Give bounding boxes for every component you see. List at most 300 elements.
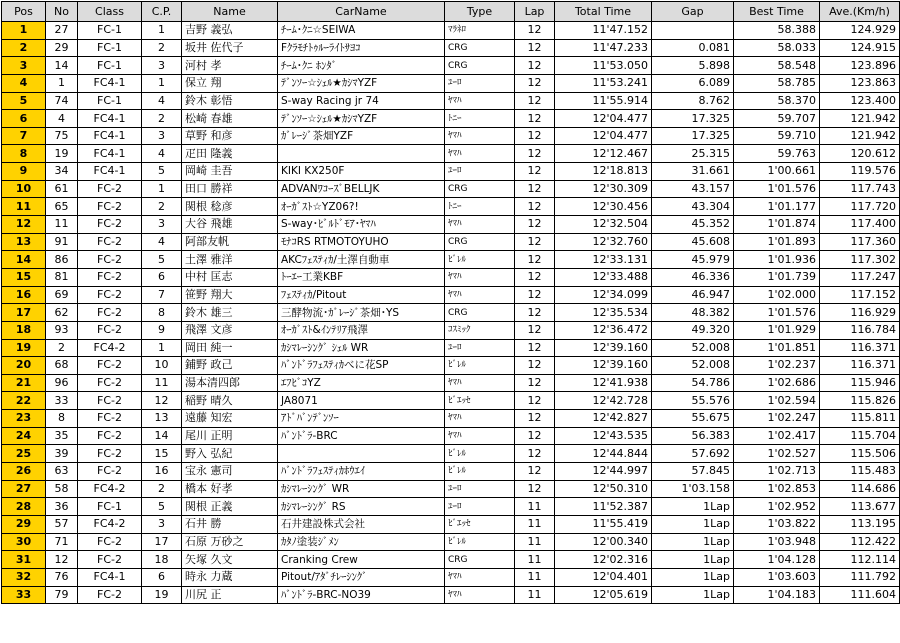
lap-cell: 12 xyxy=(515,304,555,322)
name-cell: 尾川 正明 xyxy=(182,427,278,445)
type-cell: ﾔﾏﾊ xyxy=(445,216,515,234)
table-row xyxy=(2,268,900,286)
lap-cell: 12 xyxy=(515,480,555,498)
class-cell: FC-2 xyxy=(78,392,142,410)
name-cell: 大谷 飛雄 xyxy=(182,216,278,234)
table-row xyxy=(2,586,900,604)
gap-cell: 46.336 xyxy=(652,268,734,286)
name-cell: 坂井 佐代子 xyxy=(182,39,278,57)
number-cell: 34 xyxy=(46,163,78,181)
gap-cell: 43.304 xyxy=(652,198,734,216)
number-cell: 69 xyxy=(46,286,78,304)
average-speed-cell: 121.942 xyxy=(820,127,900,145)
pos-cell: 13 xyxy=(2,233,46,251)
carname-cell: ﾊﾞﾝﾄﾞﾗﾌｪｽﾃｨｶべに花SP xyxy=(278,357,445,375)
class-cell: FC-2 xyxy=(78,374,142,392)
pos-cell: 14 xyxy=(2,251,46,269)
cp-cell: 11 xyxy=(142,374,182,392)
class-cell: FC4-1 xyxy=(78,163,142,181)
pos-cell: 29 xyxy=(2,515,46,533)
cp-cell: 18 xyxy=(142,551,182,569)
class-cell: FC4-1 xyxy=(78,110,142,128)
average-speed-cell: 114.686 xyxy=(820,480,900,498)
class-cell: FC-1 xyxy=(78,22,142,40)
header-row xyxy=(2,2,900,22)
carname-cell: ｶｼﾏﾚｰｼﾝｸﾞ WR xyxy=(278,480,445,498)
average-speed-cell: 124.915 xyxy=(820,39,900,57)
type-cell: ﾏﾗﾈﾛ xyxy=(445,22,515,40)
best-time-cell: 1'02.417 xyxy=(734,427,820,445)
best-time-cell: 1'02.853 xyxy=(734,480,820,498)
results-body xyxy=(2,22,900,604)
total-time-cell: 12'12.467 xyxy=(555,145,652,163)
carname-cell: ｱﾄﾞﾊﾞﾝﾃﾞﾝｿｰ xyxy=(278,410,445,428)
pos-cell: 7 xyxy=(2,127,46,145)
name-cell: 湯本清四郎 xyxy=(182,374,278,392)
best-time-cell: 58.370 xyxy=(734,92,820,110)
average-speed-cell: 117.247 xyxy=(820,268,900,286)
gap-cell: 1Lap xyxy=(652,568,734,586)
type-cell: CRG xyxy=(445,57,515,75)
gap-cell: 45.979 xyxy=(652,251,734,269)
average-speed-cell: 115.483 xyxy=(820,463,900,481)
cp-cell: 13 xyxy=(142,410,182,428)
type-cell: ﾋﾞﾚﾙ xyxy=(445,357,515,375)
pos-cell: 32 xyxy=(2,568,46,586)
number-cell: 57 xyxy=(46,515,78,533)
name-cell: 稲野 晴久 xyxy=(182,392,278,410)
cp-cell: 7 xyxy=(142,286,182,304)
average-speed-cell: 117.360 xyxy=(820,233,900,251)
total-time-cell: 12'04.477 xyxy=(555,110,652,128)
total-time-cell: 12'35.534 xyxy=(555,304,652,322)
name-cell: 岡田 純一 xyxy=(182,339,278,357)
gap-cell: 43.157 xyxy=(652,180,734,198)
table-row xyxy=(2,445,900,463)
type-cell: ﾕｰﾛ xyxy=(445,163,515,181)
table-row xyxy=(2,145,900,163)
carname-cell: AKCﾌｪｽﾃｨｶ/土澤自動車 xyxy=(278,251,445,269)
type-cell: ﾕｰﾛ xyxy=(445,74,515,92)
name-cell: 関根 稔彦 xyxy=(182,198,278,216)
cp-cell: 3 xyxy=(142,127,182,145)
lap-cell: 12 xyxy=(515,445,555,463)
gap-cell: 57.692 xyxy=(652,445,734,463)
type-cell: ﾔﾏﾊ xyxy=(445,127,515,145)
number-cell: 2 xyxy=(46,339,78,357)
header-best-time: Best Time xyxy=(734,2,820,22)
carname-cell: ﾃﾞﾝｿｰ☆ｼｪﾙ★ｶｼﾏYZF xyxy=(278,74,445,92)
pos-cell: 11 xyxy=(2,198,46,216)
type-cell: ﾋﾞﾚﾙ xyxy=(445,251,515,269)
class-cell: FC-2 xyxy=(78,410,142,428)
number-cell: 12 xyxy=(46,551,78,569)
total-time-cell: 12'44.844 xyxy=(555,445,652,463)
gap-cell: 25.315 xyxy=(652,145,734,163)
lap-cell: 12 xyxy=(515,392,555,410)
carname-cell: KIKI KX250F xyxy=(278,163,445,181)
header-average-speed: Ave.(Km/h) xyxy=(820,2,900,22)
table-row xyxy=(2,92,900,110)
total-time-cell: 12'41.938 xyxy=(555,374,652,392)
total-time-cell: 12'04.401 xyxy=(555,568,652,586)
gap-cell: 17.325 xyxy=(652,110,734,128)
lap-cell: 12 xyxy=(515,180,555,198)
table-row xyxy=(2,533,900,551)
table-row xyxy=(2,551,900,569)
class-cell: FC4-1 xyxy=(78,145,142,163)
carname-cell xyxy=(278,445,445,463)
type-cell: CRG xyxy=(445,304,515,322)
pos-cell: 28 xyxy=(2,498,46,516)
carname-cell: Pitout/ｱﾀﾞﾁﾚｰｼﾝｸﾞ xyxy=(278,568,445,586)
average-speed-cell: 116.929 xyxy=(820,304,900,322)
class-cell: FC-1 xyxy=(78,57,142,75)
carname-cell: ﾊﾞﾝﾄﾞﾗ-BRC xyxy=(278,427,445,445)
cp-cell: 8 xyxy=(142,304,182,322)
name-cell: 鈴木 雄三 xyxy=(182,304,278,322)
average-speed-cell: 119.576 xyxy=(820,163,900,181)
header-lap: Lap xyxy=(515,2,555,22)
average-speed-cell: 115.811 xyxy=(820,410,900,428)
lap-cell: 11 xyxy=(515,515,555,533)
average-speed-cell: 115.704 xyxy=(820,427,900,445)
carname-cell: ｶﾀﾉ塗装ｼﾞﾒﾝ xyxy=(278,533,445,551)
cp-cell: 2 xyxy=(142,198,182,216)
gap-cell: 1Lap xyxy=(652,533,734,551)
cp-cell: 2 xyxy=(142,39,182,57)
carname-cell: ﾁｰﾑ･ｸﾆ☆SEIWA xyxy=(278,22,445,40)
type-cell: ﾔﾏﾊ xyxy=(445,568,515,586)
average-speed-cell: 116.371 xyxy=(820,339,900,357)
best-time-cell: 1'02.237 xyxy=(734,357,820,375)
carname-cell: ｶｼﾏﾚｰｼﾝｸﾞ RS xyxy=(278,498,445,516)
class-cell: FC4-1 xyxy=(78,74,142,92)
lap-cell: 12 xyxy=(515,321,555,339)
class-cell: FC-2 xyxy=(78,233,142,251)
type-cell: ﾔﾏﾊ xyxy=(445,286,515,304)
lap-cell: 12 xyxy=(515,268,555,286)
best-time-cell: 1'01.177 xyxy=(734,198,820,216)
gap-cell: 49.320 xyxy=(652,321,734,339)
best-time-cell: 1'01.874 xyxy=(734,216,820,234)
header-gap: Gap xyxy=(652,2,734,22)
cp-cell: 12 xyxy=(142,392,182,410)
pos-cell: 5 xyxy=(2,92,46,110)
number-cell: 76 xyxy=(46,568,78,586)
total-time-cell: 12'43.535 xyxy=(555,427,652,445)
class-cell: FC-2 xyxy=(78,216,142,234)
carname-cell: ﾊﾞﾝﾄﾞﾗ-BRC-NO39 xyxy=(278,586,445,604)
name-cell: 鋪野 政己 xyxy=(182,357,278,375)
type-cell: ｺｽﾐｯｸ xyxy=(445,321,515,339)
type-cell: ﾔﾏﾊ xyxy=(445,268,515,286)
type-cell: ﾔﾏﾊ xyxy=(445,374,515,392)
name-cell: 河村 孝 xyxy=(182,57,278,75)
total-time-cell: 11'55.914 xyxy=(555,92,652,110)
type-cell: ﾋﾞｴｯｾ xyxy=(445,392,515,410)
number-cell: 19 xyxy=(46,145,78,163)
gap-cell: 52.008 xyxy=(652,339,734,357)
gap-cell: 8.762 xyxy=(652,92,734,110)
header-cp: C.P. xyxy=(142,2,182,22)
class-cell: FC-1 xyxy=(78,39,142,57)
total-time-cell: 12'42.827 xyxy=(555,410,652,428)
name-cell: 時永 力蔵 xyxy=(182,568,278,586)
carname-cell: S-way Racing jr 74 xyxy=(278,92,445,110)
lap-cell: 12 xyxy=(515,233,555,251)
gap-cell: 55.675 xyxy=(652,410,734,428)
best-time-cell: 58.548 xyxy=(734,57,820,75)
name-cell: 石原 万砂之 xyxy=(182,533,278,551)
cp-cell: 4 xyxy=(142,92,182,110)
pos-cell: 6 xyxy=(2,110,46,128)
class-cell: FC-2 xyxy=(78,251,142,269)
pos-cell: 1 xyxy=(2,22,46,40)
lap-cell: 12 xyxy=(515,339,555,357)
type-cell: ﾔﾏﾊ xyxy=(445,586,515,604)
average-speed-cell: 121.942 xyxy=(820,110,900,128)
best-time-cell: 1'02.000 xyxy=(734,286,820,304)
type-cell: ﾋﾞﾚﾙ xyxy=(445,463,515,481)
best-time-cell: 59.710 xyxy=(734,127,820,145)
number-cell: 39 xyxy=(46,445,78,463)
number-cell: 71 xyxy=(46,533,78,551)
pos-cell: 2 xyxy=(2,39,46,57)
carname-cell: ｴﾌﾋﾞｺYZ xyxy=(278,374,445,392)
gap-cell: 6.089 xyxy=(652,74,734,92)
name-cell: 川尻 正 xyxy=(182,586,278,604)
pos-cell: 12 xyxy=(2,216,46,234)
number-cell: 65 xyxy=(46,198,78,216)
total-time-cell: 12'36.472 xyxy=(555,321,652,339)
cp-cell: 1 xyxy=(142,180,182,198)
table-row xyxy=(2,427,900,445)
class-cell: FC-2 xyxy=(78,551,142,569)
table-row xyxy=(2,57,900,75)
number-cell: 93 xyxy=(46,321,78,339)
average-speed-cell: 123.896 xyxy=(820,57,900,75)
gap-cell: 48.382 xyxy=(652,304,734,322)
carname-cell: ﾁｰﾑ･ｸﾆ ﾎﾝﾀﾞ xyxy=(278,57,445,75)
pos-cell: 9 xyxy=(2,163,46,181)
type-cell: ﾔﾏﾊ xyxy=(445,410,515,428)
cp-cell: 1 xyxy=(142,22,182,40)
gap-cell: 45.352 xyxy=(652,216,734,234)
carname-cell: 石井建設株式会社 xyxy=(278,515,445,533)
total-time-cell: 12'00.340 xyxy=(555,533,652,551)
header-pos: Pos xyxy=(2,2,46,22)
total-time-cell: 12'34.099 xyxy=(555,286,652,304)
average-speed-cell: 115.826 xyxy=(820,392,900,410)
best-time-cell: 1'01.893 xyxy=(734,233,820,251)
class-cell: FC4-2 xyxy=(78,339,142,357)
name-cell: 田口 勝祥 xyxy=(182,180,278,198)
lap-cell: 12 xyxy=(515,92,555,110)
cp-cell: 19 xyxy=(142,586,182,604)
average-speed-cell: 112.114 xyxy=(820,551,900,569)
gap-cell: 45.608 xyxy=(652,233,734,251)
type-cell: ﾋﾞｴｯｾ xyxy=(445,515,515,533)
lap-cell: 12 xyxy=(515,427,555,445)
lap-cell: 12 xyxy=(515,57,555,75)
lap-cell: 12 xyxy=(515,286,555,304)
cp-cell: 6 xyxy=(142,268,182,286)
gap-cell: 55.576 xyxy=(652,392,734,410)
average-speed-cell: 115.946 xyxy=(820,374,900,392)
pos-cell: 15 xyxy=(2,268,46,286)
class-cell: FC4-2 xyxy=(78,515,142,533)
table-row xyxy=(2,286,900,304)
carname-cell: ﾊﾞﾝﾄﾞﾗﾌｪｽﾃｨｶﾎｳｴｲ xyxy=(278,463,445,481)
name-cell: 遠藤 知宏 xyxy=(182,410,278,428)
gap-cell xyxy=(652,22,734,40)
lap-cell: 11 xyxy=(515,551,555,569)
cp-cell: 15 xyxy=(142,445,182,463)
results-table xyxy=(1,1,900,604)
total-time-cell: 12'05.619 xyxy=(555,586,652,604)
header-no: No xyxy=(46,2,78,22)
carname-cell: 三酵物流･ｶﾞﾚｰｼﾞ茶畑･YS xyxy=(278,304,445,322)
average-speed-cell: 117.720 xyxy=(820,198,900,216)
lap-cell: 11 xyxy=(515,498,555,516)
pos-cell: 24 xyxy=(2,427,46,445)
average-speed-cell: 112.422 xyxy=(820,533,900,551)
class-cell: FC-2 xyxy=(78,586,142,604)
cp-cell: 2 xyxy=(142,110,182,128)
number-cell: 1 xyxy=(46,74,78,92)
pos-cell: 17 xyxy=(2,304,46,322)
lap-cell: 12 xyxy=(515,39,555,57)
total-time-cell: 12'30.456 xyxy=(555,198,652,216)
table-row xyxy=(2,74,900,92)
best-time-cell: 1'02.686 xyxy=(734,374,820,392)
total-time-cell: 12'32.504 xyxy=(555,216,652,234)
average-speed-cell: 123.863 xyxy=(820,74,900,92)
gap-cell: 1Lap xyxy=(652,586,734,604)
best-time-cell: 1'01.576 xyxy=(734,304,820,322)
name-cell: 阿部友帆 xyxy=(182,233,278,251)
gap-cell: 0.081 xyxy=(652,39,734,57)
class-cell: FC-2 xyxy=(78,198,142,216)
average-speed-cell: 117.400 xyxy=(820,216,900,234)
table-row xyxy=(2,463,900,481)
total-time-cell: 11'55.419 xyxy=(555,515,652,533)
name-cell: 土澤 雅洋 xyxy=(182,251,278,269)
table-row xyxy=(2,339,900,357)
cp-cell: 9 xyxy=(142,321,182,339)
best-time-cell: 1'04.183 xyxy=(734,586,820,604)
table-row xyxy=(2,233,900,251)
best-time-cell: 1'02.713 xyxy=(734,463,820,481)
table-row xyxy=(2,216,900,234)
pos-cell: 23 xyxy=(2,410,46,428)
header-type: Type xyxy=(445,2,515,22)
cp-cell: 5 xyxy=(142,163,182,181)
pos-cell: 16 xyxy=(2,286,46,304)
total-time-cell: 12'02.316 xyxy=(555,551,652,569)
pos-cell: 22 xyxy=(2,392,46,410)
total-time-cell: 11'53.241 xyxy=(555,74,652,92)
lap-cell: 11 xyxy=(515,568,555,586)
cp-cell: 17 xyxy=(142,533,182,551)
average-speed-cell: 113.195 xyxy=(820,515,900,533)
lap-cell: 12 xyxy=(515,216,555,234)
pos-cell: 18 xyxy=(2,321,46,339)
type-cell: CRG xyxy=(445,551,515,569)
total-time-cell: 12'33.488 xyxy=(555,268,652,286)
class-cell: FC-2 xyxy=(78,304,142,322)
best-time-cell: 59.707 xyxy=(734,110,820,128)
lap-cell: 12 xyxy=(515,22,555,40)
name-cell: 草野 和彦 xyxy=(182,127,278,145)
name-cell: 鈴木 彰悟 xyxy=(182,92,278,110)
name-cell: 矢塚 久文 xyxy=(182,551,278,569)
carname-cell: ﾄｰｴｰ工業KBF xyxy=(278,268,445,286)
total-time-cell: 11'53.050 xyxy=(555,57,652,75)
best-time-cell: 1'02.952 xyxy=(734,498,820,516)
average-speed-cell: 120.612 xyxy=(820,145,900,163)
table-row xyxy=(2,374,900,392)
type-cell: ﾄﾆｰ xyxy=(445,198,515,216)
name-cell: 飛澤 文彦 xyxy=(182,321,278,339)
header-total-time: Total Time xyxy=(555,2,652,22)
class-cell: FC-2 xyxy=(78,357,142,375)
cp-cell: 4 xyxy=(142,145,182,163)
average-speed-cell: 123.400 xyxy=(820,92,900,110)
pos-cell: 33 xyxy=(2,586,46,604)
total-time-cell: 12'04.477 xyxy=(555,127,652,145)
carname-cell: Fｸﾗﾓﾁﾄｩﾙｰﾗｲﾄｻﾖｺ xyxy=(278,39,445,57)
table-row xyxy=(2,251,900,269)
pos-cell: 26 xyxy=(2,463,46,481)
cp-cell: 1 xyxy=(142,74,182,92)
type-cell: ﾕｰﾛ xyxy=(445,339,515,357)
cp-cell: 1 xyxy=(142,339,182,357)
total-time-cell: 11'52.387 xyxy=(555,498,652,516)
class-cell: FC-1 xyxy=(78,498,142,516)
carname-cell: ｶｼﾏﾚｰｼﾝｸﾞ ｼｪﾙ WR xyxy=(278,339,445,357)
name-cell: 橋本 好孝 xyxy=(182,480,278,498)
lap-cell: 12 xyxy=(515,145,555,163)
name-cell: 中村 匡志 xyxy=(182,268,278,286)
table-row xyxy=(2,198,900,216)
pos-cell: 31 xyxy=(2,551,46,569)
best-time-cell: 1'03.603 xyxy=(734,568,820,586)
table-row xyxy=(2,321,900,339)
class-cell: FC-2 xyxy=(78,268,142,286)
total-time-cell: 12'39.160 xyxy=(555,339,652,357)
table-row xyxy=(2,498,900,516)
carname-cell: S-way･ﾋﾞﾙﾄﾞﾓｱ･ﾔﾏﾊ xyxy=(278,216,445,234)
header-carname: CarName xyxy=(278,2,445,22)
total-time-cell: 12'44.997 xyxy=(555,463,652,481)
number-cell: 29 xyxy=(46,39,78,57)
number-cell: 63 xyxy=(46,463,78,481)
number-cell: 62 xyxy=(46,304,78,322)
name-cell: 笹野 翔大 xyxy=(182,286,278,304)
lap-cell: 12 xyxy=(515,251,555,269)
number-cell: 35 xyxy=(46,427,78,445)
cp-cell: 3 xyxy=(142,515,182,533)
type-cell: CRG xyxy=(445,180,515,198)
cp-cell: 3 xyxy=(142,57,182,75)
name-cell: 野入 弘紀 xyxy=(182,445,278,463)
total-time-cell: 12'50.310 xyxy=(555,480,652,498)
name-cell: 岡崎 圭吾 xyxy=(182,163,278,181)
class-cell: FC-2 xyxy=(78,463,142,481)
pos-cell: 4 xyxy=(2,74,46,92)
